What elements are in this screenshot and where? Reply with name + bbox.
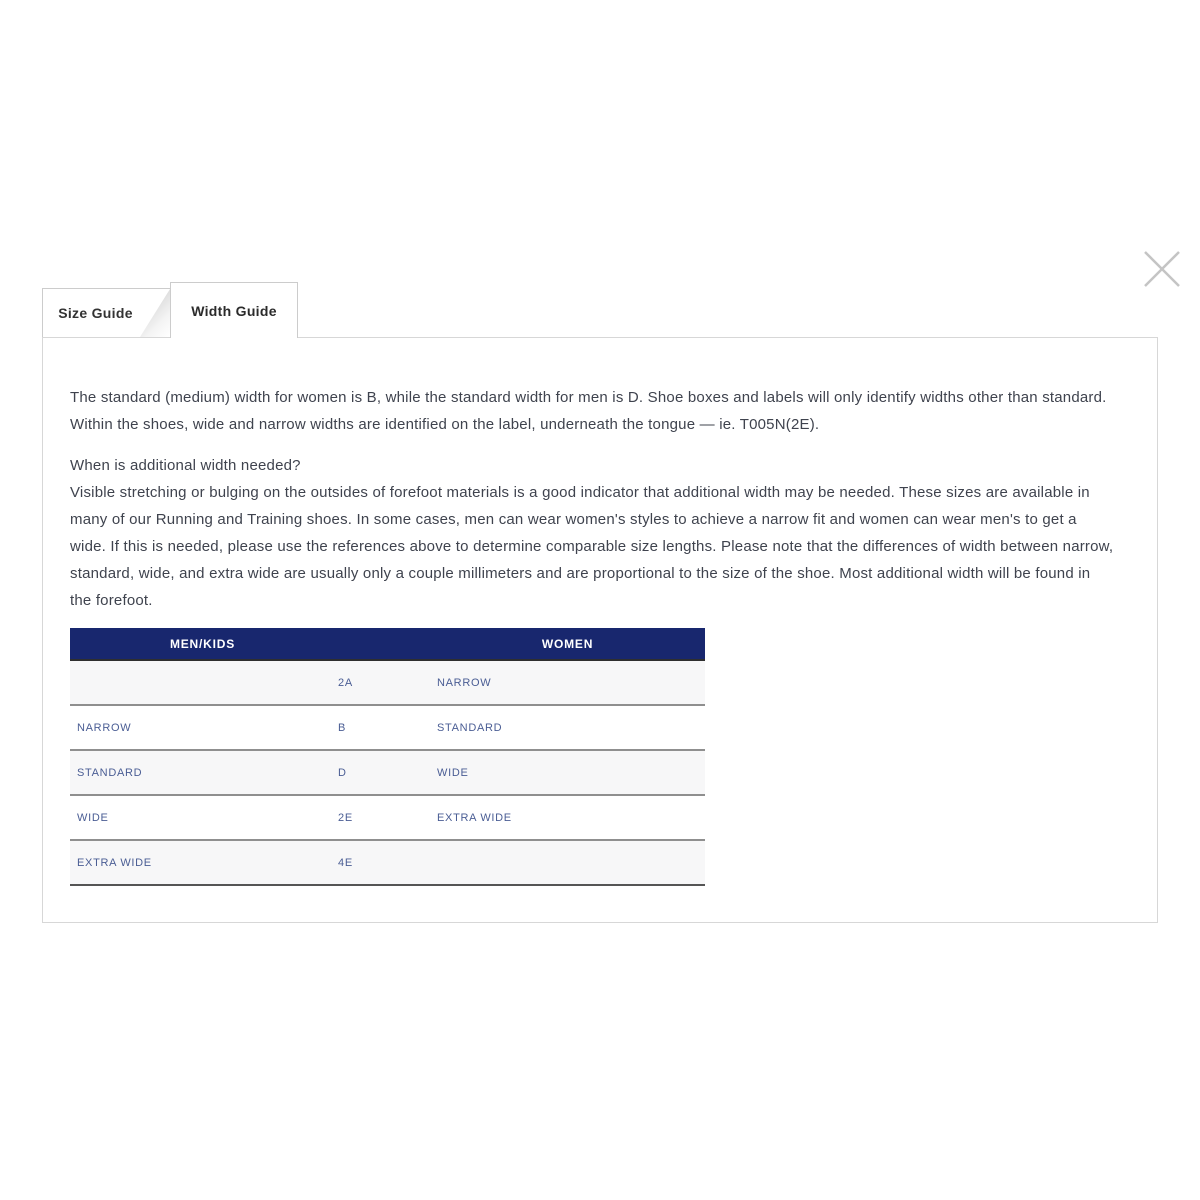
width-table-body [70, 660, 705, 885]
section-paragraph: Visible stretching or bulging on the outsides of forefoot materials is a good indicator that additional width may be needed. These sizes are available in many of our Running and Training shoes. In some cases, men can wear women's styles to achieve a narrow fit and women can wear men's to get a wide. If this is needed, please use the references above to determine comparable size lengths. Please note that the differences of width between narrow, standard, wide, and extra wide are usually only a couple millimeters and are proportional to the size of the shoe. Most additional width will be found in the forefoot. [70, 484, 1114, 609]
tab-width-guide[interactable] [170, 282, 298, 338]
width-table-header [70, 628, 705, 660]
width-guide-content [43, 338, 1157, 886]
header-men-kids: MEN/KIDS [70, 628, 335, 660]
men-kids-cell: EXTRA WIDE [77, 856, 152, 869]
header-women: WOMEN [430, 628, 705, 660]
close-x-glyph [1141, 248, 1183, 290]
close-icon[interactable] [1141, 248, 1183, 290]
tab-size-guide[interactable] [42, 288, 170, 337]
table-row [70, 705, 705, 750]
table-row [70, 840, 705, 885]
men-kids-cell: STANDARD [77, 766, 143, 779]
women-cell [430, 840, 705, 885]
tab-size-guide-label: Size Guide [58, 305, 133, 321]
women-cell: STANDARD [437, 721, 503, 734]
women-cell: WIDE [437, 766, 469, 779]
table-row [70, 660, 705, 705]
women-cell: EXTRA WIDE [437, 811, 512, 824]
men-kids-cell: WIDE [77, 811, 109, 824]
table-row [70, 750, 705, 795]
women-cell: NARROW [437, 676, 492, 689]
width-table [70, 628, 705, 886]
men-kids-cell [70, 660, 335, 705]
table-row [70, 795, 705, 840]
width-guide-modal [42, 337, 1158, 923]
code-cell: 2A [338, 676, 353, 689]
tab-width-guide-label: Width Guide [191, 302, 277, 319]
code-cell: 4E [338, 856, 353, 869]
section-heading: When is additional width needed? [70, 457, 301, 474]
code-cell: B [338, 721, 347, 734]
intro-paragraph: The standard (medium) width for women is B, while the standard width for men is D. Shoe boxes and labels will only identify widths other than standard. Within the shoes, wide and narrow widths are identified on the label, underneath the tongue — ie. T005N(2E). [70, 389, 1107, 433]
tab-fold-decoration [140, 289, 170, 337]
code-cell: D [338, 766, 347, 779]
header-code-spacer [335, 628, 430, 660]
code-cell: 2E [338, 811, 353, 824]
men-kids-cell: NARROW [77, 721, 132, 734]
